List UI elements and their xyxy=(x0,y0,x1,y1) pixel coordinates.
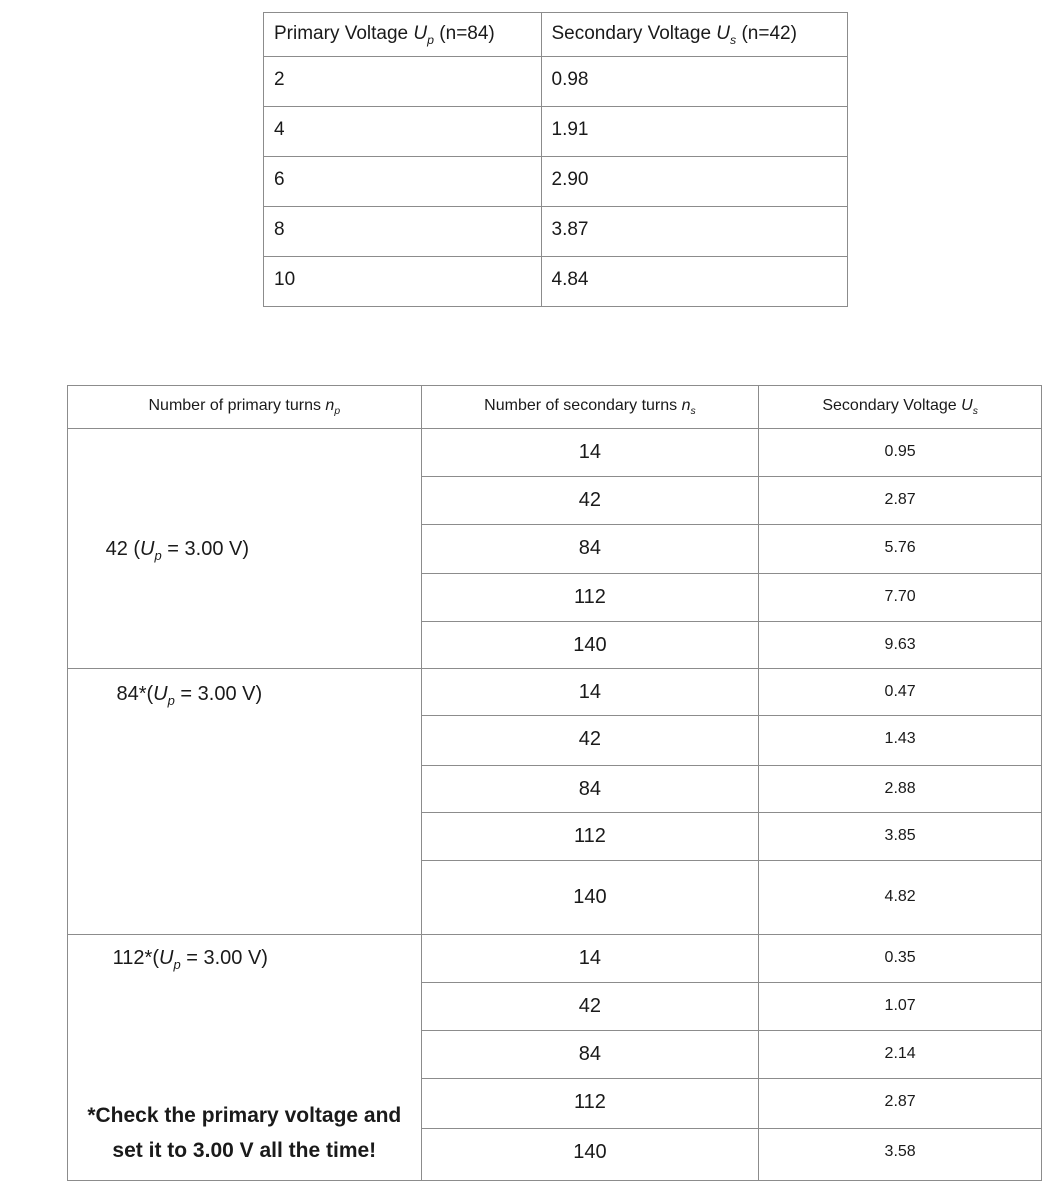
secondary-voltage-cell: 5.76 xyxy=(759,525,1042,574)
secondary-voltage-cell: 2.90 xyxy=(541,157,848,207)
table-row xyxy=(264,257,848,307)
table-row xyxy=(68,935,1042,983)
secondary-turns-cell: 14 xyxy=(421,669,759,716)
secondary-voltage-cell: 1.91 xyxy=(541,107,848,157)
secondary-turns-cell: 14 xyxy=(421,935,759,983)
voltage-table xyxy=(263,12,848,307)
header-secondary-voltage: Secondary Voltage $U_s$ (n=42) xyxy=(541,13,848,57)
table-row xyxy=(264,107,848,157)
secondary-turns-cell: 140 xyxy=(421,1129,759,1181)
secondary-voltage-cell: 2.14 xyxy=(759,1031,1042,1079)
header-secondary-turns: Number of secondary turns $n_s$ xyxy=(421,386,759,429)
secondary-turns-cell: 112 xyxy=(421,1079,759,1129)
secondary-voltage-cell: 7.70 xyxy=(759,574,1042,622)
secondary-turns-cell: 84 xyxy=(421,1031,759,1079)
header-primary-turns: Number of primary turns $n_p$ xyxy=(68,386,422,429)
secondary-voltage-cell: 3.87 xyxy=(541,207,848,257)
secondary-voltage-cell: 0.47 xyxy=(759,669,1042,716)
turns-table-header xyxy=(68,386,1042,429)
secondary-turns-cell: 14 xyxy=(421,429,759,477)
voltage-table-header xyxy=(264,13,848,57)
secondary-turns-cell: 42 xyxy=(421,477,759,525)
secondary-voltage-cell: 1.43 xyxy=(759,716,1042,766)
table-row xyxy=(68,429,1042,477)
primary-voltage-cell: 10 xyxy=(264,257,542,307)
primary-voltage-cell: 8 xyxy=(264,207,542,257)
secondary-voltage-cell: 3.58 xyxy=(759,1129,1042,1181)
table-row xyxy=(68,669,1042,716)
secondary-turns-cell: 112 xyxy=(421,574,759,622)
secondary-voltage-cell: 9.63 xyxy=(759,622,1042,669)
primary-turns-group-112: $112*(U_p = 3.00$ V) *Check the primary voltage and set it to 3.00 V all the time! xyxy=(68,935,422,1181)
secondary-voltage-cell: 2.88 xyxy=(759,766,1042,813)
header-secondary-voltage: Secondary Voltage $U_s$ xyxy=(759,386,1042,429)
primary-voltage-note: *Check the primary voltage and set it to 3.00 V all the time! xyxy=(87,1104,402,1162)
turns-table xyxy=(67,385,1042,1181)
secondary-voltage-cell: 1.07 xyxy=(759,983,1042,1031)
secondary-voltage-cell: 2.87 xyxy=(759,1079,1042,1129)
header-primary-voltage: Primary Voltage $U_p$ (n=84) xyxy=(264,13,542,57)
secondary-voltage-cell: 0.95 xyxy=(759,429,1042,477)
secondary-voltage-cell: 0.35 xyxy=(759,935,1042,983)
secondary-voltage-cell: 4.84 xyxy=(541,257,848,307)
table-row xyxy=(264,57,848,107)
primary-voltage-cell: 4 xyxy=(264,107,542,157)
secondary-voltage-cell: 3.85 xyxy=(759,813,1042,861)
secondary-turns-cell: 140 xyxy=(421,622,759,669)
secondary-turns-cell: 84 xyxy=(421,525,759,574)
secondary-voltage-cell: 4.82 xyxy=(759,861,1042,935)
secondary-turns-cell: 42 xyxy=(421,716,759,766)
secondary-turns-cell: 42 xyxy=(421,983,759,1031)
primary-turns-group-42: 42 ($U_p = 3.00$ V) xyxy=(68,429,422,669)
secondary-turns-cell: 84 xyxy=(421,766,759,813)
primary-turns-group-84: $84*(U_p = 3.00$ V) xyxy=(68,669,422,935)
primary-voltage-cell: 2 xyxy=(264,57,542,107)
secondary-turns-cell: 112 xyxy=(421,813,759,861)
secondary-voltage-cell: 0.98 xyxy=(541,57,848,107)
table-row xyxy=(264,157,848,207)
table-row xyxy=(264,207,848,257)
secondary-voltage-cell: 2.87 xyxy=(759,477,1042,525)
secondary-turns-cell: 140 xyxy=(421,861,759,935)
primary-voltage-cell: 6 xyxy=(264,157,542,207)
